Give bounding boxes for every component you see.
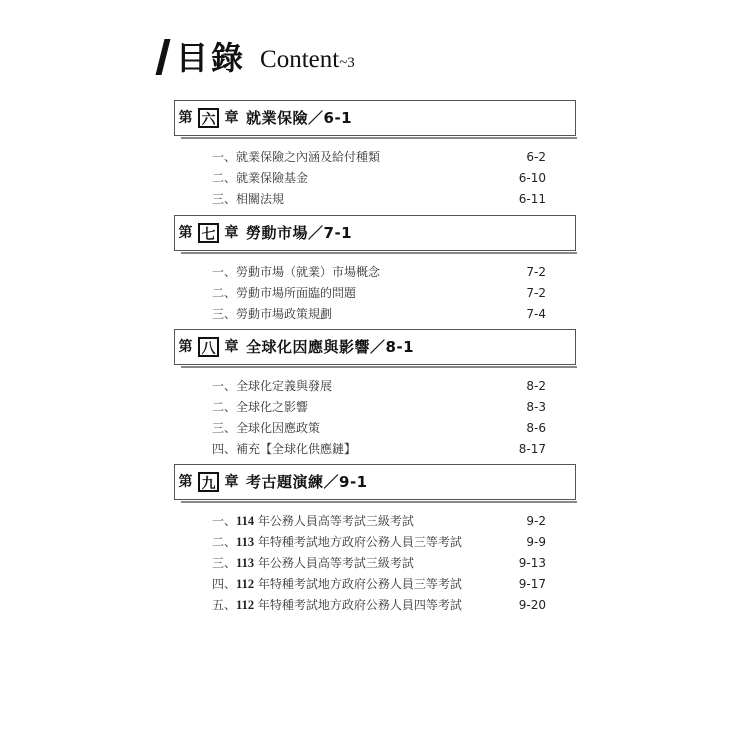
chapter-heading[interactable] (175, 222, 352, 243)
chapter-prefix: 第 (178, 109, 193, 126)
section-item[interactable] (174, 511, 576, 532)
chapter-suffix: 章 (224, 109, 239, 126)
section-title: 五、112 年特種考試地方政府公務人員四等考試 (212, 598, 462, 612)
title-slash-decoration (156, 39, 171, 75)
section-title: 一、全球化定義與發展 (212, 379, 333, 393)
section-title: 二、113 年特種考試地方政府公務人員三等考試 (212, 535, 462, 549)
section-title: 三、全球化因應政策 (212, 421, 321, 435)
page-title (160, 38, 355, 78)
title-page-number: ~3 (339, 55, 355, 71)
section-page: 6-11 (518, 192, 546, 206)
section-title: 二、全球化之影響 (212, 400, 309, 414)
section-item[interactable] (174, 595, 576, 616)
section-title: 一、就業保險之內涵及給付種類 (212, 150, 381, 164)
section-item[interactable] (174, 262, 576, 283)
section-page: 9-13 (518, 556, 546, 570)
section-page: 8-3 (526, 400, 546, 414)
chapter-heading-box (174, 100, 576, 136)
section-list (174, 376, 576, 460)
chapter-number: 八 (198, 337, 219, 357)
section-item[interactable] (174, 283, 576, 304)
chapter-title: 全球化因應與影響／8-1 (246, 338, 415, 356)
section-page: 8-2 (526, 379, 546, 393)
section-page: 9-20 (518, 598, 546, 612)
section-item[interactable] (174, 553, 576, 574)
section-item[interactable] (174, 304, 576, 325)
chapter-heading[interactable] (175, 336, 414, 357)
chapter-title: 勞動市場／7-1 (246, 224, 353, 242)
section-title: 三、相關法規 (212, 192, 285, 206)
chapter-heading-box (174, 215, 576, 251)
chapter-heading-box (174, 329, 576, 365)
section-item[interactable] (174, 376, 576, 397)
section-list (174, 511, 576, 616)
section-page: 8-6 (526, 421, 546, 435)
section-page: 6-10 (518, 171, 546, 185)
title-chinese: 目錄 (176, 39, 247, 77)
section-page: 9-9 (526, 535, 546, 549)
section-page: 7-2 (526, 286, 546, 300)
section-item[interactable] (174, 397, 576, 418)
section-page: 7-4 (526, 307, 546, 321)
section-item[interactable] (174, 418, 576, 439)
chapter-prefix: 第 (178, 338, 193, 355)
chapter-prefix: 第 (178, 224, 193, 241)
chapter-number: 九 (198, 472, 219, 492)
section-title: 二、就業保險基金 (212, 171, 309, 185)
chapter-suffix: 章 (224, 473, 239, 490)
chapter-number: 七 (198, 223, 219, 243)
chapter-heading[interactable] (175, 107, 352, 128)
section-list (174, 262, 576, 325)
section-title: 三、113 年公務人員高等考試三級考試 (212, 556, 414, 570)
chapter-title: 就業保險／6-1 (246, 109, 353, 127)
section-page: 9-2 (526, 514, 546, 528)
chapter-suffix: 章 (224, 338, 239, 355)
chapter-heading[interactable] (175, 471, 368, 492)
section-page: 8-17 (518, 442, 546, 456)
section-item[interactable] (174, 189, 576, 210)
chapter-7 (174, 215, 576, 325)
chapter-8 (174, 329, 576, 460)
section-page: 6-2 (526, 150, 546, 164)
chapter-6 (174, 100, 576, 210)
section-page: 9-17 (518, 577, 546, 591)
section-title: 四、補充【全球化供應鏈】 (212, 442, 357, 456)
chapter-prefix: 第 (178, 473, 193, 490)
section-page: 7-2 (526, 265, 546, 279)
section-title: 一、114 年公務人員高等考試三級考試 (212, 514, 414, 528)
section-item[interactable] (174, 574, 576, 595)
section-item[interactable] (174, 168, 576, 189)
section-title: 二、勞動市場所面臨的問題 (212, 286, 357, 300)
section-item[interactable] (174, 532, 576, 553)
title-english: Content (260, 46, 340, 73)
section-list (174, 147, 576, 210)
chapter-number: 六 (198, 108, 219, 128)
chapter-title: 考古題演練／9-1 (246, 473, 368, 491)
section-title: 四、112 年特種考試地方政府公務人員三等考試 (212, 577, 462, 591)
chapter-suffix: 章 (224, 224, 239, 241)
chapter-heading-box (174, 464, 576, 500)
chapter-9 (174, 464, 576, 616)
section-title: 三、勞動市場政策規劃 (212, 307, 333, 321)
section-item[interactable] (174, 147, 576, 168)
section-title: 一、勞動市場（就業）市場概念 (212, 265, 381, 279)
section-item[interactable] (174, 439, 576, 460)
